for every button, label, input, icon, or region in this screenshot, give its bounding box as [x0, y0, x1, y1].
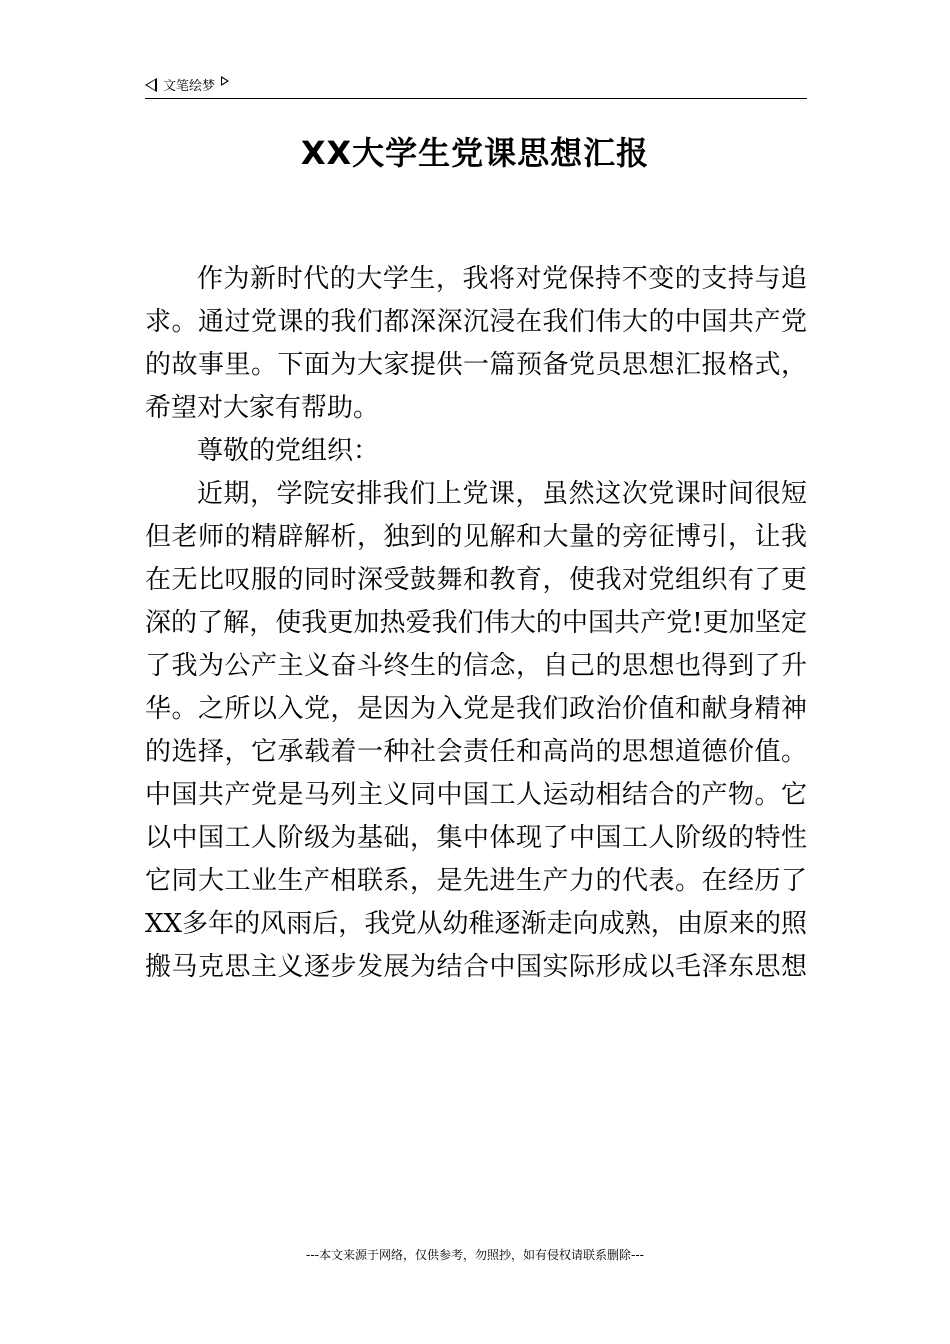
body-line: 求。通过党课的我们都深深沉浸在我们伟大的中国共产党 — [145, 307, 807, 337]
body-line: 作为新时代的大学生，我将对党保持不变的支持与追 — [197, 264, 807, 294]
triangle-left-icon — [145, 78, 157, 92]
document-title: XX大学生党课思想汇报 — [300, 134, 650, 172]
header-brand: 文笔绘梦 — [163, 79, 216, 94]
body-line: 近期，学院安排我们上党课，虽然这次党课时间很短 — [197, 479, 807, 509]
triangle-right-icon — [221, 76, 229, 86]
body-line: 搬马克思主义逐步发展为结合中国实际形成以毛泽东思想 — [145, 952, 807, 982]
body-line: 希望对大家有帮助。 — [145, 393, 380, 423]
body-line: 它同大工业生产相联系，是先进生产力的代表。在经历了 — [145, 866, 807, 896]
body-line: XX多年的风雨后，我党从幼稚逐渐走向成熟，由原来的照 — [145, 909, 807, 939]
document-body — [145, 258, 807, 989]
header-brand-group — [145, 75, 229, 94]
body-line: 尊敬的党组织： — [197, 436, 380, 466]
body-line: 深的了解，使我更加热爱我们伟大的中国共产党!更加坚定 — [145, 608, 807, 638]
page-header — [145, 72, 807, 99]
body-line: 但老师的精辟解析，独到的见解和大量的旁征博引，让我 — [145, 522, 807, 552]
body-line: 了我为公产主义奋斗终生的信念，自己的思想也得到了升 — [145, 651, 807, 681]
body-line: 在无比叹服的同时深受鼓舞和教育，使我对党组织有了更 — [145, 565, 807, 595]
body-line: 华。之所以入党，是因为入党是我们政治价值和献身精神 — [145, 694, 807, 724]
body-line: 的故事里。下面为大家提供一篇预备党员思想汇报格式， — [145, 350, 807, 380]
body-line: 以中国工人阶级为基础，集中体现了中国工人阶级的特性 — [145, 823, 807, 853]
page-footer: ---本文来源于网络，仅供参考，勿照抄，如有侵权请联系删除--- — [306, 1248, 644, 1262]
body-line: 中国共产党是马列主义同中国工人运动相结合的产物。它 — [145, 780, 807, 810]
body-line: 的选择，它承载着一种社会责任和高尚的思想道德价值。 — [145, 737, 807, 767]
